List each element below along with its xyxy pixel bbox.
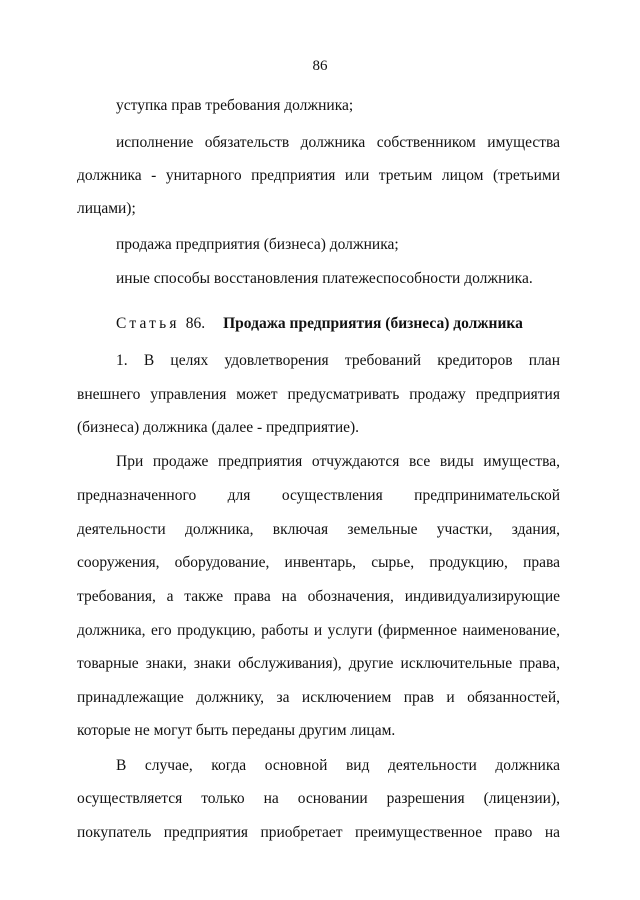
article-heading <box>116 314 560 334</box>
text-line: продажа предприятия (бизнеса) должника; <box>116 236 399 253</box>
text-line: внешнего управления может предусматривать продажу предприятия <box>77 386 560 403</box>
text-line: осуществляется только на основании разрешения (лицензии), <box>77 790 560 807</box>
text-line: должника, его продукцию, работы и услуги (фирменное наименование, <box>77 622 560 639</box>
article-number: 86. <box>185 315 206 332</box>
article-label: Статья <box>116 315 180 332</box>
text-line: покупатель предприятия приобретает преимущественное право на <box>77 824 560 841</box>
text-line: принадлежащие должнику, за исключением прав и обязанностей, <box>77 689 560 706</box>
text-line: уступка прав требования должника; <box>116 97 354 114</box>
text-line: требования, а также права на обозначения, индивидуализирующие <box>77 588 560 605</box>
text-line: товарные знаки, знаки обслуживания), другие исключительные права, <box>77 655 560 672</box>
text-line: предназначенного для осуществления предпринимательской <box>77 487 560 504</box>
text-line: При продаже предприятия отчуждаются все виды имущества, <box>116 453 560 470</box>
text-line: 1. В целях удовлетворения требований кредиторов план <box>116 352 560 369</box>
text-line: сооружения, оборудование, инвентарь, сырье, продукцию, права <box>77 554 560 571</box>
page-number: 86 <box>312 58 328 74</box>
text-line: деятельности должника, включая земельные участки, здания, <box>77 521 560 538</box>
text-line: должника - унитарного предприятия или третьим лицом (третьими <box>77 167 560 184</box>
article-title: Продажа предприятия (бизнеса) должника <box>223 315 523 332</box>
text-line: которые не могут быть переданы другим лицам. <box>77 722 396 739</box>
text-line: иные способы восстановления платежеспособности должника. <box>116 270 533 287</box>
text-line: (бизнеса) должника (далее - предприятие). <box>77 419 360 436</box>
text-line: лицами); <box>77 200 136 217</box>
text-line: В случае, когда основной вид деятельности должника <box>116 757 560 774</box>
text-line: исполнение обязательств должника собственником имущества <box>116 134 560 151</box>
